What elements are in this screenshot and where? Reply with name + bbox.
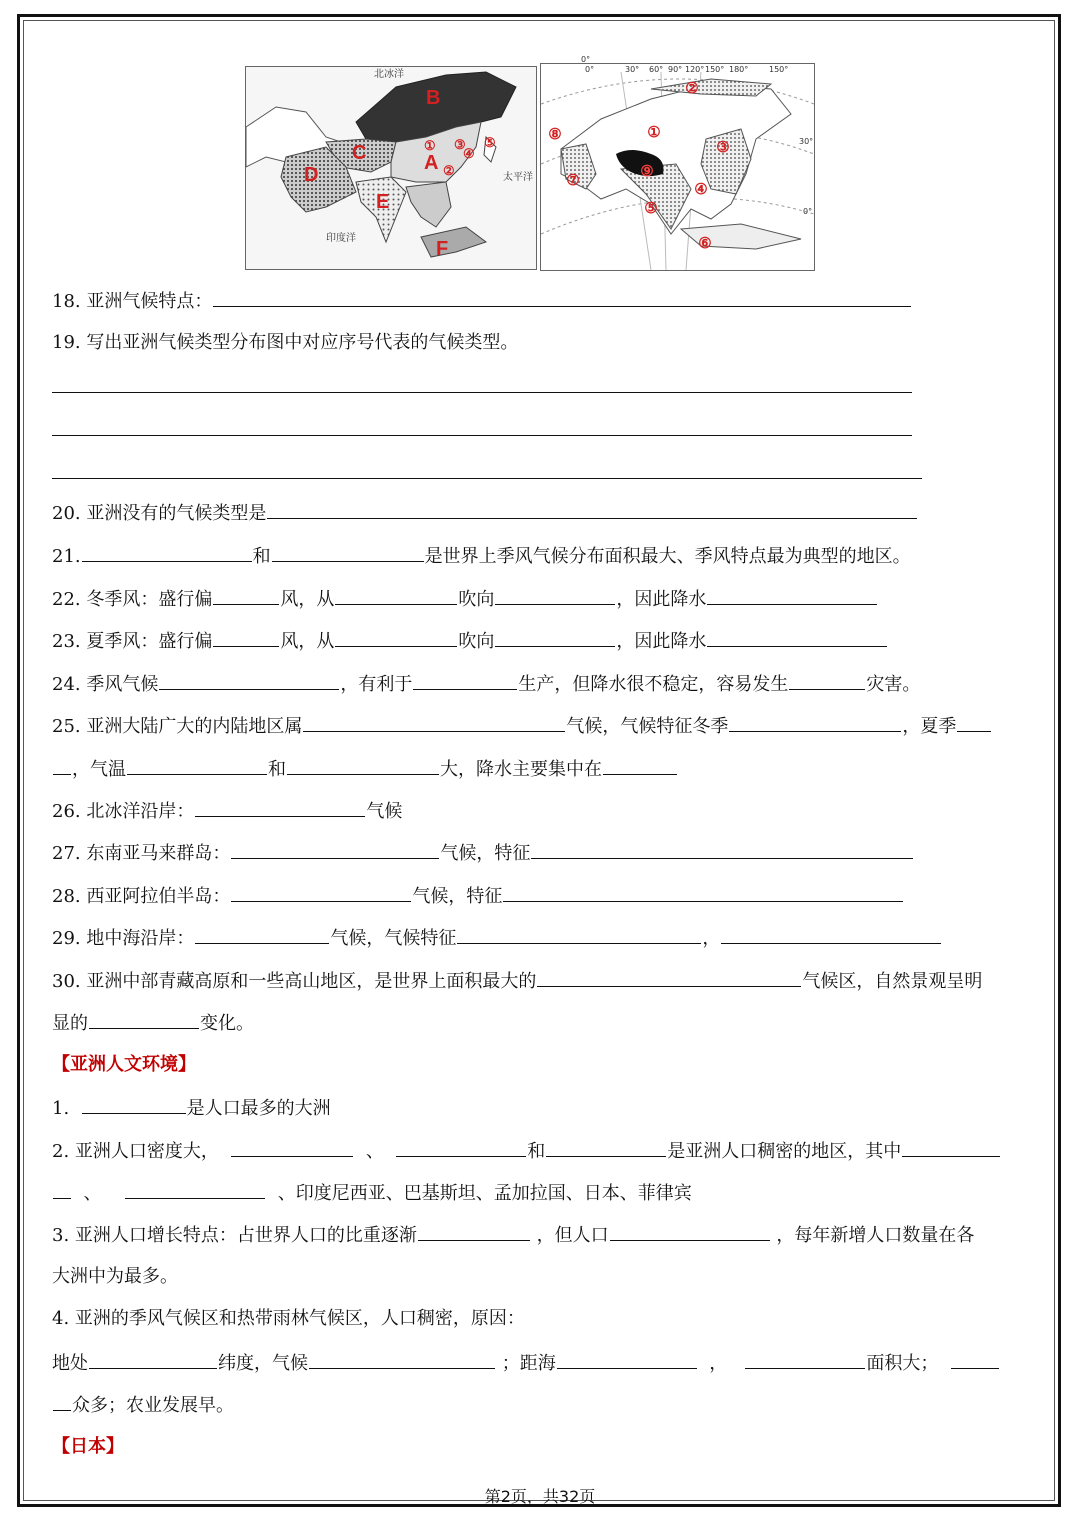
q24-text: 生产，但降水很不稳定，容易发生	[518, 674, 789, 695]
q20-label: 20. 亚洲没有的气候类型是	[52, 503, 267, 524]
q19-answer-line-3[interactable]	[52, 478, 922, 479]
lon-label-150w: 150°	[769, 65, 789, 74]
q25-winter: 气候，气候特征冬季	[566, 716, 729, 737]
q25-cont	[52, 756, 678, 782]
climate-num-2: ②	[685, 80, 699, 97]
h4-blank-5[interactable]	[951, 1350, 999, 1369]
h3-text: ，每年新增人口数量在各	[776, 1225, 975, 1246]
q24-blank-1[interactable]	[159, 671, 339, 690]
h4-blank-5b[interactable]	[53, 1392, 71, 1411]
climate-num-9: ⑨	[640, 163, 654, 180]
q22-blank-1[interactable]	[213, 586, 279, 605]
q27-label: 27. 东南亚马来群岛：	[52, 843, 231, 864]
q28-feature: 气候，特征	[412, 886, 503, 907]
q21-and: 和	[252, 546, 271, 567]
h4-cont	[52, 1350, 1000, 1376]
q23-blank-1[interactable]	[213, 628, 279, 647]
small-num-3: ③	[454, 137, 466, 152]
q21	[52, 543, 911, 569]
q25-and: 和	[268, 759, 286, 780]
q25-blank-3b[interactable]	[53, 756, 71, 775]
h1-text: 是人口最多的大洲	[186, 1098, 331, 1119]
lon-label-30: 30°	[625, 65, 640, 74]
q24-blank-3[interactable]	[789, 671, 865, 690]
q23-to: 吹向	[458, 631, 495, 652]
q30-text: 气候区，自然景观呈明	[802, 971, 983, 992]
page-footer: 第2页，共32页	[484, 1487, 596, 1506]
q22-blank-3[interactable]	[495, 586, 615, 605]
h2-text: 是亚洲人口稠密的地区，其中	[667, 1141, 902, 1162]
q23-blank-2[interactable]	[335, 628, 457, 647]
q30-end: 变化。	[200, 1013, 254, 1034]
label-a: A	[424, 152, 439, 174]
q24-benefit: ，有利于	[340, 674, 413, 695]
q21-num: 21.	[52, 546, 81, 567]
q28-blank-1[interactable]	[231, 883, 411, 902]
q22-blank-4[interactable]	[707, 586, 877, 605]
q29-label: 29. 地中海沿岸：	[52, 928, 195, 949]
q30	[52, 968, 982, 994]
small-num-5: ⑤	[484, 135, 496, 150]
q25-blank-4[interactable]	[127, 756, 267, 775]
section-japan-heading: 【日本】	[52, 1436, 124, 1457]
h4-blank-1[interactable]	[89, 1350, 217, 1369]
q21-blank-1[interactable]	[82, 543, 252, 562]
q29-blank-2[interactable]	[457, 925, 701, 944]
q23-rain: ，因此降水	[616, 631, 707, 652]
lat-label-30: 30°	[799, 137, 814, 146]
h3-pop: ，但人口	[536, 1225, 609, 1246]
small-num-1: ①	[424, 138, 436, 153]
q25-blank-5[interactable]	[287, 756, 439, 775]
sea-label-arctic: 北冰洋	[374, 69, 404, 80]
lon-label-120: 120°	[685, 65, 705, 74]
h3-blank-2[interactable]	[610, 1222, 770, 1241]
q28-blank-2[interactable]	[503, 883, 903, 902]
h4	[52, 1307, 525, 1331]
label-c: C	[352, 142, 367, 164]
q22-blank-2[interactable]	[335, 586, 457, 605]
climate-num-5: ⑤	[644, 200, 658, 217]
sea-label-indian: 印度洋	[326, 233, 356, 244]
h1-blank[interactable]	[82, 1095, 186, 1114]
climate-num-1: ①	[647, 124, 661, 141]
lon-label-0v: 0°	[585, 65, 595, 74]
q29-comma: ，	[702, 928, 721, 949]
h2-blank-1[interactable]	[231, 1138, 353, 1157]
q22	[52, 586, 878, 612]
q30-cont-label: 显的	[52, 1013, 88, 1034]
climate-num-8: ⑧	[548, 126, 562, 143]
q27	[52, 840, 914, 866]
h2-blank-3[interactable]	[546, 1138, 666, 1157]
q21-text: 是世界上季风气候分布面积最大、季风特点最为典型的地区。	[424, 546, 911, 567]
q20-blank[interactable]	[267, 500, 917, 519]
h1	[52, 1095, 331, 1121]
q28-label: 28. 西亚阿拉伯半岛：	[52, 886, 231, 907]
lon-0: 0°	[581, 55, 591, 64]
h4-label: 4. 亚洲的季风气候区和热带雨林气候区，人口稠密，原因：	[52, 1308, 525, 1329]
q28	[52, 883, 904, 909]
climate-num-4: ④	[694, 181, 708, 198]
q26-label: 26. 北冰洋沿岸：	[52, 801, 195, 822]
q20	[52, 500, 918, 526]
small-num-4: ④	[463, 146, 475, 161]
q24-end: 灾害。	[866, 674, 921, 695]
q29	[52, 925, 942, 951]
q22-rain: ，因此降水	[616, 589, 707, 610]
q30-label: 30. 亚洲中部青藏高原和一些高山地区，是世界上面积最大的	[52, 971, 537, 992]
label-f: F	[436, 238, 449, 260]
q23-blank-4[interactable]	[707, 628, 887, 647]
h1-num: 1.	[52, 1098, 70, 1119]
h2-sep-2: 、	[83, 1183, 102, 1204]
q23-label: 23. 夏季风：盛行偏	[52, 631, 213, 652]
q29-blank-3[interactable]	[721, 925, 941, 944]
h4-cont2	[52, 1392, 234, 1418]
h3-blank-1[interactable]	[418, 1222, 530, 1241]
label-b: B	[426, 87, 441, 109]
climate-num-3: ③	[716, 139, 730, 156]
h2-countries: 、印度尼西亚、巴基斯坦、孟加拉国、日本、菲律宾	[277, 1183, 692, 1204]
h3-end: 大洲中为最多。	[52, 1266, 178, 1287]
h4-locate: 地处	[52, 1353, 88, 1374]
q18-label: 18. 亚洲气候特点：	[52, 291, 213, 312]
q24-label: 24. 季风气候	[52, 674, 159, 695]
h2-blank-2[interactable]	[396, 1138, 526, 1157]
q25-blank-3[interactable]	[957, 713, 991, 732]
q26-blank[interactable]	[195, 798, 365, 817]
q18-blank[interactable]	[213, 288, 911, 307]
h2-sep-1: 、	[365, 1141, 384, 1162]
q25-blank-1[interactable]	[303, 713, 565, 732]
q25	[52, 713, 992, 739]
q27-blank-1[interactable]	[231, 840, 439, 859]
h4-blank-3[interactable]	[557, 1350, 697, 1369]
h2-blank-5[interactable]	[125, 1180, 265, 1199]
q26	[52, 798, 402, 824]
q25-temp: ，气温	[72, 759, 126, 780]
sea-label-pacific: 太平洋	[503, 172, 533, 183]
q23-wind: 风，从	[280, 631, 335, 652]
q24	[52, 671, 920, 697]
h4-sea: ；距海	[501, 1353, 556, 1374]
q24-blank-2[interactable]	[413, 671, 517, 690]
climate-num-6: ⑥	[698, 235, 712, 252]
q19-answer-line-2[interactable]	[52, 435, 912, 436]
q18	[52, 288, 912, 314]
h3-cont	[52, 1265, 178, 1289]
q25-blank-6[interactable]	[603, 756, 677, 775]
q29-blank-1[interactable]	[195, 925, 329, 944]
q30-blank-1[interactable]	[537, 968, 801, 987]
h4-comma: ，	[709, 1353, 728, 1374]
q21-blank-2[interactable]	[272, 543, 424, 562]
q27-feature: 气候，特征	[440, 843, 531, 864]
h4-end: 众多；农业发展早。	[72, 1395, 234, 1416]
label-d: D	[304, 164, 319, 186]
small-num-2: ②	[443, 163, 455, 178]
q29-feature: 气候，气候特征	[330, 928, 457, 949]
asia-climate-map	[540, 55, 815, 271]
q25-label: 25. 亚洲大陆广大的内陆地区属	[52, 716, 303, 737]
q19-answer-line-1[interactable]	[52, 392, 912, 393]
h4-blank-4[interactable]	[745, 1350, 865, 1369]
q19-label: 19. 写出亚洲气候类型分布图中对应序号代表的气候类型。	[52, 332, 519, 353]
section-human-heading: 【亚洲人文环境】	[52, 1054, 196, 1075]
q27-blank-2[interactable]	[531, 840, 913, 859]
lat-label-0: 0°	[803, 207, 813, 216]
lon-label-90: 90°	[668, 65, 683, 74]
q22-to: 吹向	[458, 589, 495, 610]
lon-label-180: 180°	[729, 65, 749, 74]
h2	[52, 1138, 1001, 1164]
h2-and: 和	[527, 1141, 546, 1162]
q25-blank-2[interactable]	[729, 713, 901, 732]
h2-label: 2. 亚洲人口密度大，	[52, 1141, 219, 1162]
h2-blank-4b[interactable]	[53, 1180, 71, 1199]
q25-summer: ，夏季	[902, 716, 957, 737]
asia-regions-map	[245, 66, 537, 270]
lon-label-60: 60°	[649, 65, 664, 74]
h4-area: 面积大；	[866, 1353, 939, 1374]
h3-label: 3. 亚洲人口增长特点：占世界人口的比重逐渐	[52, 1225, 417, 1246]
q23-blank-3[interactable]	[495, 628, 615, 647]
q22-wind: 风，从	[280, 589, 335, 610]
q30-blank-2[interactable]	[89, 1010, 199, 1029]
q26-climate: 气候	[366, 801, 403, 822]
q25-rain: 大，降水主要集中在	[440, 759, 602, 780]
q19	[52, 331, 518, 355]
label-e: E	[376, 191, 390, 213]
h4-blank-2[interactable]	[309, 1350, 495, 1369]
lon-label-150: 150°	[705, 65, 725, 74]
h4-climate: 纬度，气候	[218, 1353, 308, 1374]
h2-cont	[52, 1180, 692, 1206]
h2-blank-4[interactable]	[902, 1138, 1000, 1157]
q22-label: 22. 冬季风：盛行偏	[52, 589, 213, 610]
q30-cont	[52, 1010, 254, 1036]
h3	[52, 1222, 974, 1248]
q23	[52, 628, 888, 654]
climate-num-7: ⑦	[566, 172, 580, 189]
